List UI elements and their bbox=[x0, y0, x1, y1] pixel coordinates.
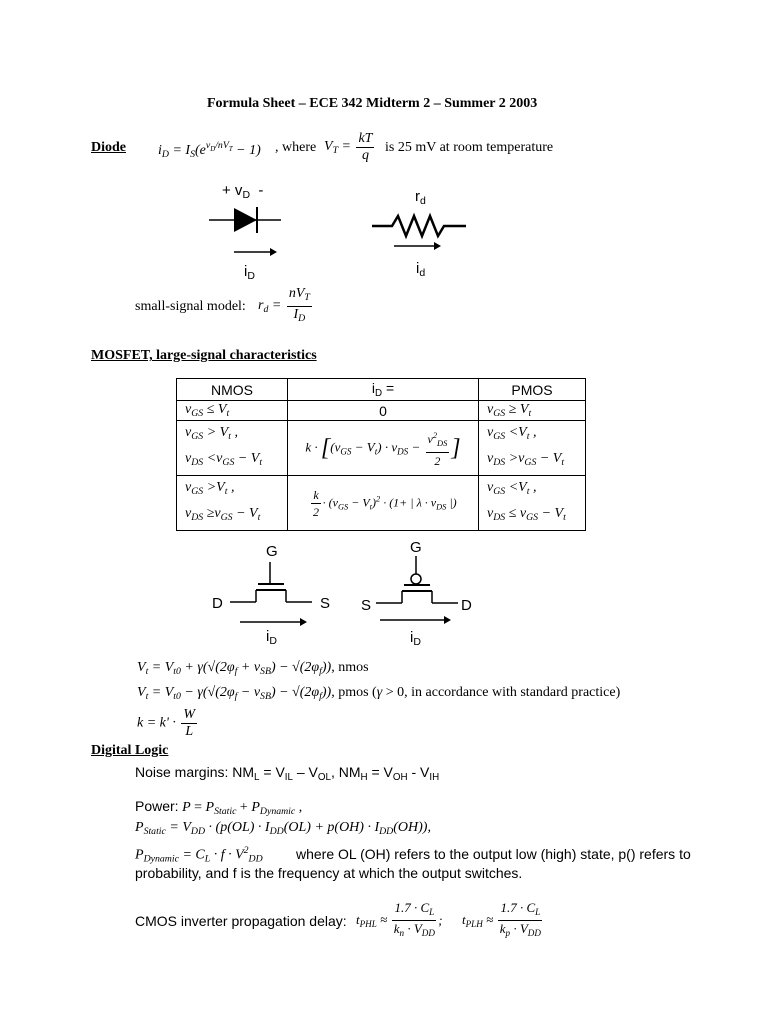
diode-current-label: $i_D$ bbox=[244, 263, 255, 282]
page-title: Formula Sheet – ECE 342 Midterm 2 – Summer 2 2003 bbox=[207, 96, 538, 111]
vt-definition: $V_T$ = $\frac{kT}{q}$ bbox=[324, 131, 373, 163]
nmos-cutoff: $v_{GS} \le V_t$ bbox=[177, 401, 288, 421]
small-signal-label: small-signal model: bbox=[135, 299, 246, 314]
pmos-current-label: $i_D$ bbox=[410, 629, 421, 648]
pmos-source-label: S bbox=[361, 597, 372, 614]
k-equation: k = k' · $\frac{W}{L}$ bbox=[137, 707, 196, 739]
pdynamic-note: where OL (OH) refers to the output low (high) state, p() refers to bbox=[296, 846, 691, 862]
pmos-transistor-icon bbox=[374, 556, 464, 636]
table-row bbox=[177, 401, 586, 421]
pstatic-equation: $P_{Static} = V_{DD} \cdot (p(OL) \cdot I_{DD}(OL) + p(OH) \cdot I_{DD}(OH))$, bbox=[135, 820, 431, 837]
diode-equation bbox=[158, 140, 261, 160]
pmos-triode: $v_{GS} <V_t$ , $v_{DS} >v_{GS} - V_t$ bbox=[479, 421, 586, 476]
vt-note: is 25 mV at room temperature bbox=[385, 140, 554, 155]
digital-heading: Digital Logic bbox=[91, 743, 169, 758]
nmos-transistor-icon bbox=[228, 562, 318, 632]
diode-symbol-icon bbox=[207, 200, 287, 250]
nmos-gate-label: G bbox=[266, 543, 278, 560]
vt-pmos-equation: $V_t = V_{t0} - \gamma(√(2\varphi_f - v_{SB}) - √(2\varphi_f))$, pmos (γ > 0, in accordance with standard practice) bbox=[137, 685, 621, 702]
tphl-equation: $t_{PHL}$ ≈ $\frac{1.7 \cdot C_L}{k_n \cdot V_{DD}}$ ; bbox=[356, 900, 443, 938]
pdynamic-equation: $P_{Dynamic} = C_L \cdot f \cdot V^2_{DD}$ bbox=[135, 845, 263, 865]
mosfet-heading: MOSFET, large-signal characteristics bbox=[91, 348, 317, 363]
diode-heading: Diode bbox=[91, 140, 126, 155]
nmos-source-label: S bbox=[320, 595, 331, 612]
vt-nmos-equation: $V_t = V_{t0} + \gamma(√(2\varphi_f + v_{SB}) - √(2\varphi_f))$, nmos bbox=[137, 660, 369, 677]
pmos-saturation: $v_{GS} <V_t$ , $v_{DS} \le v_{GS} - V_t$ bbox=[479, 476, 586, 531]
diode-eq-exp: $(e^{v_D/nV_T} - 1)$ bbox=[194, 140, 261, 158]
resistor-current-label: $i_d$ bbox=[416, 260, 426, 279]
pdynamic-note-2: probability, and f is the frequency at which the output switches. bbox=[135, 865, 523, 881]
delay-label: CMOS inverter propagation delay: bbox=[135, 913, 347, 929]
diode-where: , where bbox=[275, 140, 317, 155]
power-equation: Power: $P = P_{Static} + P_{Dynamic}$ , bbox=[135, 798, 303, 817]
id-saturation: $\frac{k}{2}$ · $(v_{GS} - V_t)^2 \cdot (1+$ | $\lambda \cdot v_{DS}$ |) bbox=[288, 476, 479, 531]
vt-numerator: kT bbox=[358, 131, 373, 146]
header-pmos: PMOS bbox=[479, 379, 586, 401]
tplh-equation: $t_{PLH}$ ≈ $\frac{1.7 \cdot C_L}{k_p \cdot V_{DD}}$ bbox=[462, 900, 541, 938]
table-row bbox=[177, 476, 586, 531]
header-nmos: NMOS bbox=[177, 379, 288, 401]
nmos-drain-label: D bbox=[212, 595, 223, 612]
resistor-symbol-icon bbox=[372, 208, 472, 258]
rd-equation: $r_d$ = $\frac{nV_T}{I_D}$ bbox=[258, 286, 310, 324]
pmos-gate-label: G bbox=[410, 539, 422, 556]
id-triode: $k \cdot [(v_{GS} - V_t) \cdot v_{DS}$ − $\frac{v^2_{DS}}{2}$ ] bbox=[288, 421, 479, 476]
resistor-rd-label: $r_d$ bbox=[415, 188, 426, 207]
nmos-current-label: $i_D$ bbox=[266, 628, 277, 647]
pmos-drain-label: D bbox=[461, 597, 472, 614]
pmos-cutoff: $v_{GS} \ge V_t$ bbox=[479, 401, 586, 421]
noise-margins: Noise margins: $NM_L = V_{IL} - V_{OL}$, $NM_H = V_{OH} - V_{IH}$ bbox=[135, 764, 440, 783]
table-row bbox=[177, 379, 586, 401]
table-row bbox=[177, 421, 586, 476]
diode-eq-lhs: $i_D = I_S$ bbox=[158, 142, 195, 160]
nmos-saturation: $v_{GS} >V_t$ , $v_{DS} \ge v_{GS} - V_t$ bbox=[177, 476, 288, 531]
header-id: $i_D$ = bbox=[288, 379, 479, 401]
diode-vd-label: + $v_D$ - bbox=[222, 182, 264, 201]
vt-denominator: q bbox=[361, 148, 369, 163]
id-cutoff: 0 bbox=[288, 401, 479, 421]
mosfet-table bbox=[176, 378, 586, 531]
nmos-triode: $v_{GS} > V_t$ , $v_{DS} <v_{GS} - V_t$ bbox=[177, 421, 288, 476]
